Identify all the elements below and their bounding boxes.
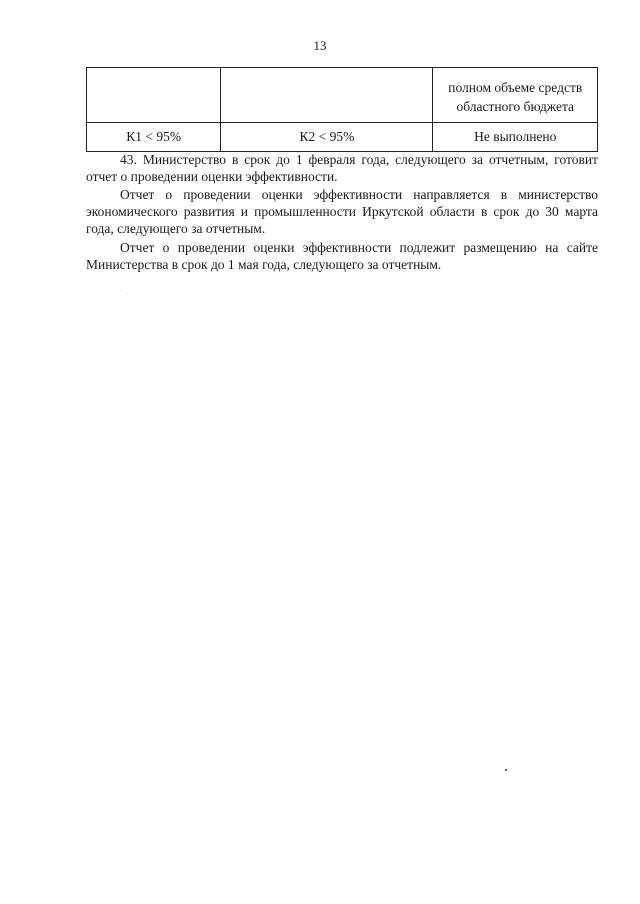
- table-cell-result: Не выполнено: [433, 123, 598, 152]
- paragraph-report-direction: [86, 186, 598, 237]
- table-cell-k2: К2 < 95%: [221, 123, 433, 152]
- paragraph-report-publication: [86, 239, 598, 273]
- paragraph-text: 43. Министерство в срок до 1 февраля года, следующего за отчетным, готовит отчет о проведении оценки эффективности.: [86, 152, 598, 184]
- paragraph-text: Отчет о проведении оценки эффективности направляется в министерство экономического развития и промышленности Иркутской области в срок до 30 марта года, следующего за отчетным.: [86, 187, 598, 236]
- paragraph-43: [86, 151, 598, 185]
- criteria-table: [86, 67, 598, 152]
- scan-speck: [505, 769, 507, 771]
- table-row: [87, 123, 598, 152]
- table-row: [87, 68, 598, 123]
- page-number: 13: [313, 38, 327, 53]
- cell-line: областного бюджета: [456, 98, 575, 114]
- table-cell: [433, 68, 598, 123]
- cell-line: полном объеме средств: [448, 79, 583, 95]
- table-cell: [221, 68, 433, 123]
- table-cell-k1: К1 < 95%: [87, 123, 221, 152]
- paragraph-text: Отчет о проведении оценки эффективности подлежит размещению на сайте Министерства в срок до 1 мая года, следующего за отчетным.: [86, 240, 598, 272]
- scan-speck: [122, 290, 123, 291]
- table-cell: [87, 68, 221, 123]
